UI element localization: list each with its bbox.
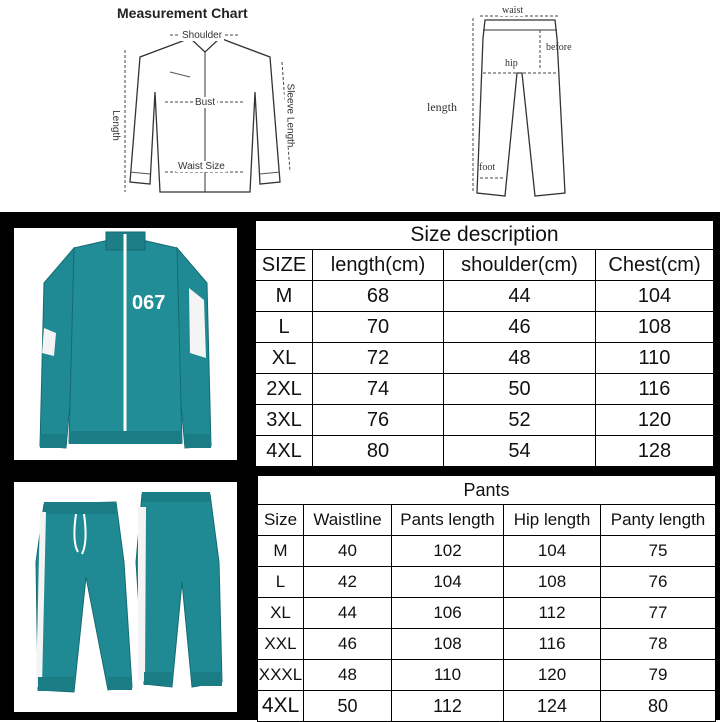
size-table-header <box>256 250 714 281</box>
header-cell: Chest(cm) <box>596 250 714 281</box>
size-description-table <box>255 220 714 467</box>
value-cell: 50 <box>444 374 596 405</box>
value-cell: 76 <box>601 567 716 598</box>
value-cell: 116 <box>504 629 601 660</box>
value-cell: 124 <box>504 691 601 722</box>
value-cell: 80 <box>601 691 716 722</box>
value-cell: 79 <box>601 660 716 691</box>
table-row <box>256 281 714 312</box>
value-cell: 110 <box>392 660 504 691</box>
jacket-photo <box>14 228 237 460</box>
header-cell: length(cm) <box>313 250 444 281</box>
size-cell: XL <box>258 598 304 629</box>
header-cell: Hip length <box>504 505 601 536</box>
size-cell: 3XL <box>256 405 313 436</box>
value-cell: 102 <box>392 536 504 567</box>
value-cell: 77 <box>601 598 716 629</box>
value-cell: 46 <box>444 312 596 343</box>
value-cell: 40 <box>304 536 392 567</box>
table-row <box>258 598 716 629</box>
value-cell: 106 <box>392 598 504 629</box>
measurement-chart-title: Measurement Chart <box>117 5 248 21</box>
value-cell: 80 <box>313 436 444 467</box>
header-cell: Waistline <box>304 505 392 536</box>
value-cell: 54 <box>444 436 596 467</box>
table-row <box>258 536 716 567</box>
pants-size-table <box>257 475 716 722</box>
value-cell: 76 <box>313 405 444 436</box>
value-cell: 42 <box>304 567 392 598</box>
table-row <box>258 691 716 722</box>
size-cell: 2XL <box>256 374 313 405</box>
value-cell: 52 <box>444 405 596 436</box>
pants-photo <box>14 482 237 712</box>
shoulder-label: Shoulder <box>182 30 223 41</box>
table-row <box>258 660 716 691</box>
value-cell: 75 <box>601 536 716 567</box>
bust-label: Bust <box>195 97 216 108</box>
length-label: Length <box>109 110 121 141</box>
foot-label: foot <box>479 162 496 173</box>
size-cell: M <box>258 536 304 567</box>
pants-table-caption: Pants <box>258 476 716 505</box>
jacket-number: 067 <box>132 292 166 314</box>
value-cell: 120 <box>596 405 714 436</box>
before-label: before <box>546 42 572 53</box>
value-cell: 48 <box>304 660 392 691</box>
value-cell: 68 <box>313 281 444 312</box>
hip-label: hip <box>505 58 518 69</box>
size-table-caption: Size description <box>256 221 714 250</box>
size-cell: M <box>256 281 313 312</box>
value-cell: 120 <box>504 660 601 691</box>
shirt-diagram <box>110 22 300 200</box>
size-cell: XXXL <box>258 660 304 691</box>
header-cell: shoulder(cm) <box>444 250 596 281</box>
waist-label: waist <box>502 5 524 16</box>
table-row <box>258 629 716 660</box>
table-row <box>256 343 714 374</box>
value-cell: 104 <box>504 536 601 567</box>
size-cell: L <box>256 312 313 343</box>
waist-size-label: Waist Size <box>178 161 225 172</box>
value-cell: 72 <box>313 343 444 374</box>
jacket-image <box>14 228 237 460</box>
value-cell: 74 <box>313 374 444 405</box>
value-cell: 48 <box>444 343 596 374</box>
header-cell: Size <box>258 505 304 536</box>
header-cell: Pants length <box>392 505 504 536</box>
header-cell: Panty length <box>601 505 716 536</box>
value-cell: 104 <box>392 567 504 598</box>
table-row <box>256 436 714 467</box>
pants-length-label: length <box>427 100 457 114</box>
value-cell: 116 <box>596 374 714 405</box>
value-cell: 108 <box>392 629 504 660</box>
pants-table-header <box>258 505 716 536</box>
measurement-diagrams <box>0 0 720 212</box>
value-cell: 50 <box>304 691 392 722</box>
table-row <box>256 374 714 405</box>
value-cell: 112 <box>392 691 504 722</box>
value-cell: 108 <box>596 312 714 343</box>
value-cell: 44 <box>444 281 596 312</box>
pants-image <box>14 482 237 712</box>
size-cell: XL <box>256 343 313 374</box>
value-cell: 108 <box>504 567 601 598</box>
value-cell: 44 <box>304 598 392 629</box>
table-row <box>256 405 714 436</box>
size-cell: L <box>258 567 304 598</box>
value-cell: 104 <box>596 281 714 312</box>
value-cell: 46 <box>304 629 392 660</box>
value-cell: 78 <box>601 629 716 660</box>
value-cell: 70 <box>313 312 444 343</box>
value-cell: 112 <box>504 598 601 629</box>
value-cell: 110 <box>596 343 714 374</box>
size-cell: 4XL <box>258 691 304 722</box>
value-cell: 128 <box>596 436 714 467</box>
table-row <box>256 312 714 343</box>
sleeve-length-label: Sleeve Length <box>284 83 296 148</box>
table-row <box>258 567 716 598</box>
size-cell: 4XL <box>256 436 313 467</box>
header-cell: SIZE <box>256 250 313 281</box>
size-cell: XXL <box>258 629 304 660</box>
